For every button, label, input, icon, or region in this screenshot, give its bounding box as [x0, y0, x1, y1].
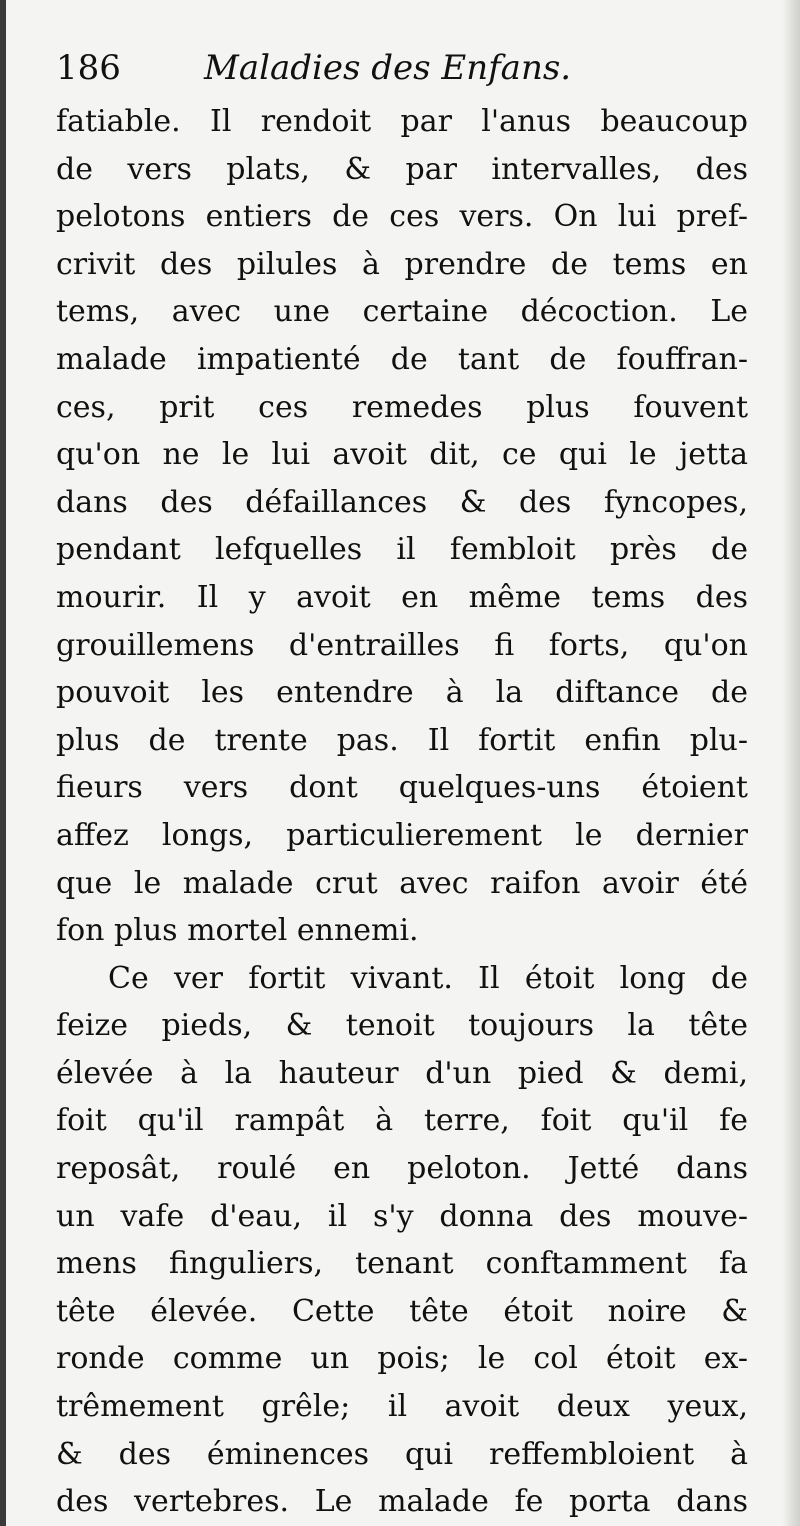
- running-title: Maladies des Enfans.: [204, 48, 572, 88]
- text-line: ces, prit ces remedes plus fouvent: [56, 389, 748, 425]
- text-line: qu'on ne le lui avoit dit, ce qui le jetta: [56, 437, 748, 473]
- text-line: ronde comme un pois; le col étoit ex-: [56, 1341, 748, 1377]
- text-line: pelotons entiers de ces vers. On lui pref-: [56, 199, 748, 235]
- text-line: fatiable. Il rendoit par l'anus beaucoup: [56, 104, 748, 139]
- paragraph-start-line: Ce ver fortit vivant. Il étoit long de: [108, 960, 748, 996]
- text-line: que le malade crut avec raifon avoir été: [56, 865, 748, 901]
- text-line: tems, avec une certaine décoction. Le: [56, 294, 748, 330]
- page-header: [56, 48, 571, 98]
- text-line: plus de trente pas. Il fortit enfin plu-: [56, 722, 748, 758]
- text-line: de vers plats, & par intervalles, des: [56, 151, 748, 187]
- text-line: affez longs, particulierement le dernier: [56, 817, 748, 853]
- text-line: malade impatienté de tant de fouffran-: [56, 341, 748, 377]
- text-line: pendant lefquelles il fembloit près de: [56, 532, 748, 568]
- page-number: 186: [56, 48, 121, 88]
- text-line: grouillemens d'entrailles fi forts, qu'on: [56, 627, 748, 663]
- text-line: & des éminences qui reffembloient à: [56, 1436, 748, 1472]
- text-line: mens finguliers, tenant conftamment fa: [56, 1246, 748, 1282]
- paragraph-end-line: fon plus mortel ennemi.: [56, 913, 419, 949]
- text-line: des vertebres. Le malade fe porta dans: [56, 1484, 748, 1520]
- text-line: reposât, roulé en peloton. Jetté dans: [56, 1151, 748, 1187]
- text-line: dans des défaillances & des fyncopes,: [56, 484, 748, 520]
- text-line: fieurs vers dont quelques-uns étoient: [56, 770, 748, 806]
- text-line: tête élevée. Cette tête étoit noire &: [56, 1293, 748, 1329]
- body-text: [56, 98, 748, 1526]
- text-line: mourir. Il y avoit en même tems des: [56, 579, 748, 615]
- text-line: crivit des pilules à prendre de tems en: [56, 246, 748, 282]
- text-line: un vafe d'eau, il s'y donna des mouve-: [56, 1198, 748, 1234]
- text-line: feize pieds, & tenoit toujours la tête: [56, 1008, 748, 1044]
- text-line: trêmement grêle; il avoit deux yeux,: [56, 1389, 748, 1425]
- text-line: élevée à la hauteur d'un pied & demi,: [56, 1055, 748, 1091]
- text-line: foit qu'il rampât à terre, foit qu'il fe: [56, 1103, 748, 1139]
- text-line: pouvoit les entendre à la diftance de: [56, 675, 748, 711]
